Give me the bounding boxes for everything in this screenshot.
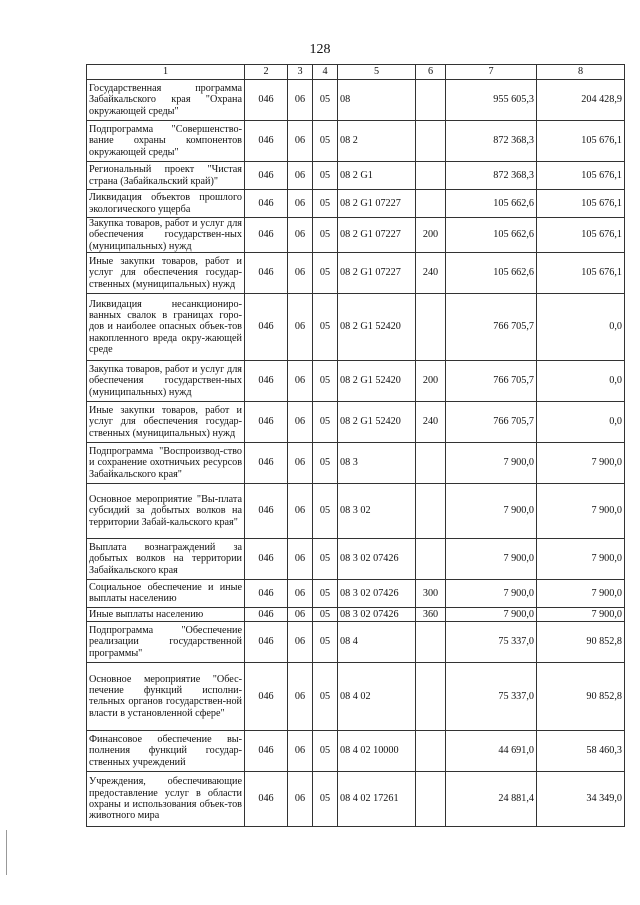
subsection-code-cell: 05 — [313, 771, 338, 826]
table-row — [87, 442, 625, 483]
section-code-cell: 06 — [288, 579, 313, 607]
target-article-cell: 08 3 02 07426 — [338, 607, 416, 621]
amount-year-1-cell: 7 900,0 — [446, 607, 537, 621]
admin-code-cell: 046 — [245, 442, 288, 483]
name-cell: Выплата вознаграждений за добытых волков на территории Забайкальского края — [87, 538, 245, 579]
amount-year-2-cell: 90 852,8 — [537, 621, 625, 662]
header-row — [87, 65, 625, 80]
name-cell: Иные закупки товаров, работ и услуг для обеспечения государ-ственных (муниципальных) нужд — [87, 401, 245, 442]
subsection-code-cell: 05 — [313, 621, 338, 662]
name-cell: Подпрограмма "Воспроизвод-ство и сохранение охотничьих ресурсов Забайкальского края" — [87, 442, 245, 483]
amount-year-1-cell: 75 337,0 — [446, 621, 537, 662]
table-row — [87, 730, 625, 771]
subsection-code-cell: 05 — [313, 483, 338, 538]
amount-year-2-cell: 7 900,0 — [537, 483, 625, 538]
name-cell: Учреждения, обеспечивающие предоставление услуг в области охраны и использования объек-тов животного мира — [87, 771, 245, 826]
name-cell: Закупка товаров, работ и услуг для обеспечения государствен-ных (муниципальных) нужд — [87, 218, 245, 253]
table-row — [87, 121, 625, 162]
column-header: 3 — [288, 65, 313, 80]
admin-code-cell: 046 — [245, 621, 288, 662]
subsection-code-cell: 05 — [313, 538, 338, 579]
admin-code-cell: 046 — [245, 190, 288, 218]
expense-type-cell — [416, 662, 446, 730]
table-row — [87, 252, 625, 293]
page-number: 128 — [309, 42, 331, 57]
name-cell: Финансовое обеспечение вы-полнения функций государ-ственных учреждений — [87, 730, 245, 771]
amount-year-1-cell: 7 900,0 — [446, 483, 537, 538]
name-cell: Государственная программа Забайкальского края "Охрана окружающей среды" — [87, 80, 245, 121]
subsection-code-cell: 05 — [313, 442, 338, 483]
subsection-code-cell: 05 — [313, 190, 338, 218]
amount-year-2-cell: 58 460,3 — [537, 730, 625, 771]
amount-year-2-cell: 0,0 — [537, 401, 625, 442]
name-cell: Иные выплаты населению — [87, 607, 245, 621]
expense-type-cell — [416, 293, 446, 360]
amount-year-1-cell: 766 705,7 — [446, 360, 537, 401]
amount-year-1-cell: 105 662,6 — [446, 218, 537, 253]
table-row — [87, 293, 625, 360]
amount-year-2-cell: 105 676,1 — [537, 252, 625, 293]
expense-type-cell — [416, 621, 446, 662]
expense-type-cell — [416, 730, 446, 771]
amount-year-1-cell: 872 368,3 — [446, 162, 537, 190]
table-row — [87, 190, 625, 218]
amount-year-2-cell: 90 852,8 — [537, 662, 625, 730]
amount-year-1-cell: 872 368,3 — [446, 121, 537, 162]
column-header: 4 — [313, 65, 338, 80]
expense-type-cell — [416, 121, 446, 162]
section-code-cell: 06 — [288, 483, 313, 538]
subsection-code-cell: 05 — [313, 162, 338, 190]
name-cell: Ликвидация объектов прошлого экологического ущерба — [87, 190, 245, 218]
amount-year-2-cell: 7 900,0 — [537, 442, 625, 483]
target-article-cell: 08 4 02 17261 — [338, 771, 416, 826]
amount-year-1-cell: 955 605,3 — [446, 80, 537, 121]
target-article-cell: 08 4 02 — [338, 662, 416, 730]
section-code-cell: 06 — [288, 771, 313, 826]
table-row — [87, 771, 625, 826]
name-cell: Подпрограмма "Совершенство-вание охраны компонентов окружающей среды" — [87, 121, 245, 162]
admin-code-cell: 046 — [245, 483, 288, 538]
target-article-cell: 08 2 G1 52420 — [338, 360, 416, 401]
name-cell: Основное мероприятие "Вы-плата субсидий за добытых волков на территории Забай-кальского края" — [87, 483, 245, 538]
subsection-code-cell: 05 — [313, 218, 338, 253]
admin-code-cell: 046 — [245, 771, 288, 826]
admin-code-cell: 046 — [245, 218, 288, 253]
amount-year-2-cell: 105 676,1 — [537, 190, 625, 218]
column-header: 1 — [87, 65, 245, 80]
amount-year-1-cell: 7 900,0 — [446, 579, 537, 607]
expense-type-cell — [416, 483, 446, 538]
section-code-cell: 06 — [288, 730, 313, 771]
amount-year-1-cell: 75 337,0 — [446, 662, 537, 730]
target-article-cell: 08 3 02 07426 — [338, 538, 416, 579]
section-code-cell: 06 — [288, 218, 313, 253]
target-article-cell: 08 2 G1 52420 — [338, 401, 416, 442]
subsection-code-cell: 05 — [313, 662, 338, 730]
column-header: 7 — [446, 65, 537, 80]
section-code-cell: 06 — [288, 121, 313, 162]
expense-type-cell: 240 — [416, 401, 446, 442]
target-article-cell: 08 3 — [338, 442, 416, 483]
table-row — [87, 483, 625, 538]
margin-mark — [6, 830, 7, 875]
target-article-cell: 08 2 G1 07227 — [338, 252, 416, 293]
subsection-code-cell: 05 — [313, 80, 338, 121]
column-header: 6 — [416, 65, 446, 80]
expense-type-cell: 300 — [416, 579, 446, 607]
target-article-cell: 08 2 G1 07227 — [338, 218, 416, 253]
section-code-cell: 06 — [288, 442, 313, 483]
amount-year-2-cell: 7 900,0 — [537, 538, 625, 579]
amount-year-2-cell: 0,0 — [537, 360, 625, 401]
section-code-cell: 06 — [288, 621, 313, 662]
section-code-cell: 06 — [288, 252, 313, 293]
section-code-cell: 06 — [288, 538, 313, 579]
expense-type-cell: 200 — [416, 218, 446, 253]
section-code-cell: 06 — [288, 162, 313, 190]
expense-type-cell: 240 — [416, 252, 446, 293]
amount-year-2-cell: 0,0 — [537, 293, 625, 360]
name-cell: Социальное обеспечение и иные выплаты населению — [87, 579, 245, 607]
admin-code-cell: 046 — [245, 293, 288, 360]
amount-year-2-cell: 34 349,0 — [537, 771, 625, 826]
amount-year-2-cell: 204 428,9 — [537, 80, 625, 121]
name-cell: Ликвидация несанкциониро-ванных свалок в границах горо-дов и наиболее опасных объек-тов накопленного вреда окру-жающей среде — [87, 293, 245, 360]
admin-code-cell: 046 — [245, 252, 288, 293]
admin-code-cell: 046 — [245, 538, 288, 579]
amount-year-1-cell: 766 705,7 — [446, 401, 537, 442]
amount-year-1-cell: 24 881,4 — [446, 771, 537, 826]
expense-type-cell — [416, 538, 446, 579]
admin-code-cell: 046 — [245, 360, 288, 401]
target-article-cell: 08 4 02 10000 — [338, 730, 416, 771]
amount-year-2-cell: 105 676,1 — [537, 162, 625, 190]
expense-type-cell — [416, 162, 446, 190]
table-row — [87, 218, 625, 253]
section-code-cell: 06 — [288, 662, 313, 730]
target-article-cell: 08 — [338, 80, 416, 121]
name-cell: Закупка товаров, работ и услуг для обеспечения государствен-ных (муниципальных) нужд — [87, 360, 245, 401]
target-article-cell: 08 2 G1 — [338, 162, 416, 190]
column-header: 2 — [245, 65, 288, 80]
table-row — [87, 662, 625, 730]
section-code-cell: 06 — [288, 401, 313, 442]
subsection-code-cell: 05 — [313, 730, 338, 771]
expense-type-cell — [416, 442, 446, 483]
target-article-cell: 08 2 G1 07227 — [338, 190, 416, 218]
amount-year-1-cell: 105 662,6 — [446, 252, 537, 293]
section-code-cell: 06 — [288, 293, 313, 360]
table-body — [87, 80, 625, 827]
amount-year-2-cell: 7 900,0 — [537, 579, 625, 607]
expense-type-cell — [416, 190, 446, 218]
target-article-cell: 08 3 02 07426 — [338, 579, 416, 607]
name-cell: Основное мероприятие "Обес-печение функций исполни-тельных органов государствен-ной власти в установленной сфере" — [87, 662, 245, 730]
table-row — [87, 80, 625, 121]
amount-year-1-cell: 7 900,0 — [446, 442, 537, 483]
table-row — [87, 162, 625, 190]
admin-code-cell: 046 — [245, 162, 288, 190]
expense-type-cell: 200 — [416, 360, 446, 401]
table-row — [87, 621, 625, 662]
expense-type-cell — [416, 771, 446, 826]
admin-code-cell: 046 — [245, 401, 288, 442]
name-cell: Региональный проект "Чистая страна (Забайкальский край)" — [87, 162, 245, 190]
subsection-code-cell: 05 — [313, 607, 338, 621]
expense-type-cell: 360 — [416, 607, 446, 621]
amount-year-1-cell: 766 705,7 — [446, 293, 537, 360]
column-header: 8 — [537, 65, 625, 80]
target-article-cell: 08 4 — [338, 621, 416, 662]
expense-type-cell — [416, 80, 446, 121]
amount-year-2-cell: 105 676,1 — [537, 218, 625, 253]
budget-table — [86, 64, 625, 827]
section-code-cell: 06 — [288, 190, 313, 218]
admin-code-cell: 046 — [245, 607, 288, 621]
admin-code-cell: 046 — [245, 662, 288, 730]
target-article-cell: 08 2 G1 52420 — [338, 293, 416, 360]
section-code-cell: 06 — [288, 80, 313, 121]
subsection-code-cell: 05 — [313, 579, 338, 607]
table-row — [87, 360, 625, 401]
subsection-code-cell: 05 — [313, 121, 338, 162]
admin-code-cell: 046 — [245, 730, 288, 771]
amount-year-1-cell: 7 900,0 — [446, 538, 537, 579]
subsection-code-cell: 05 — [313, 401, 338, 442]
subsection-code-cell: 05 — [313, 252, 338, 293]
section-code-cell: 06 — [288, 607, 313, 621]
table-row — [87, 538, 625, 579]
amount-year-1-cell: 44 691,0 — [446, 730, 537, 771]
section-code-cell: 06 — [288, 360, 313, 401]
amount-year-1-cell: 105 662,6 — [446, 190, 537, 218]
column-header: 5 — [338, 65, 416, 80]
admin-code-cell: 046 — [245, 80, 288, 121]
name-cell: Иные закупки товаров, работ и услуг для обеспечения государ-ственных (муниципальных) нужд — [87, 252, 245, 293]
name-cell: Подпрограмма "Обеспечение реализации государственной программы" — [87, 621, 245, 662]
table-row — [87, 607, 625, 621]
table-row — [87, 401, 625, 442]
target-article-cell: 08 3 02 — [338, 483, 416, 538]
subsection-code-cell: 05 — [313, 360, 338, 401]
subsection-code-cell: 05 — [313, 293, 338, 360]
amount-year-2-cell: 105 676,1 — [537, 121, 625, 162]
target-article-cell: 08 2 — [338, 121, 416, 162]
table-row — [87, 579, 625, 607]
admin-code-cell: 046 — [245, 121, 288, 162]
admin-code-cell: 046 — [245, 579, 288, 607]
amount-year-2-cell: 7 900,0 — [537, 607, 625, 621]
